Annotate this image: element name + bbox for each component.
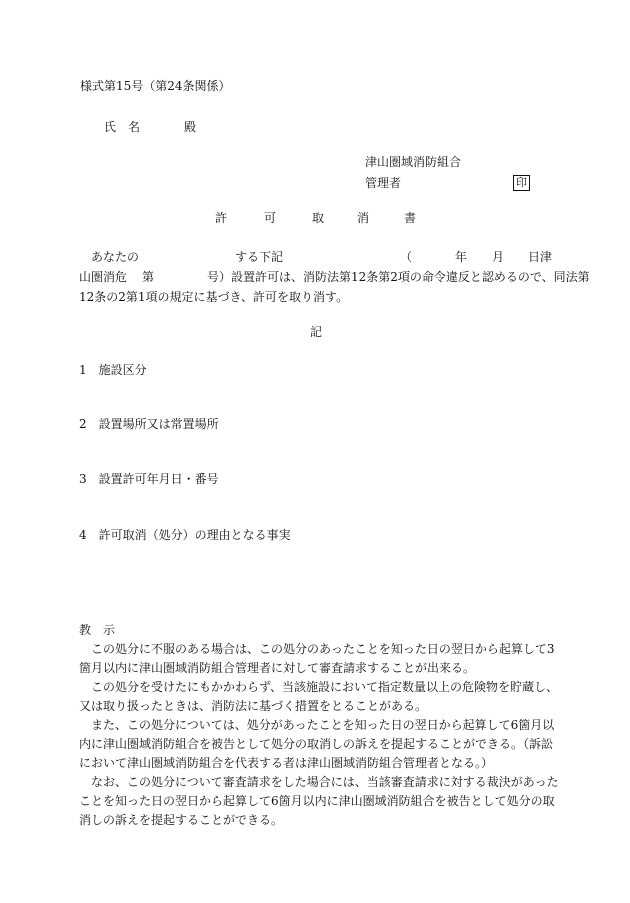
kyouji-line-2: 箇月以内に津山圏域消防組合管理者に対して審査請求することが出来る。 [79,661,476,675]
issuer-organization: 津山圏域消防組合 [365,155,462,169]
kyouji-line-7: において津山圏域消防組合を代表する者は津山圏域消防組合管理者となる。） [79,756,494,770]
body-l1-a: あなたの [91,250,140,264]
body-l2-c: 号）設置許可は、消防法第12条第2項の命令違反と認めるので、同法第 [207,270,590,284]
kyouji-line-9: ことを知った日の翌日から起算して6箇月以内に津山圏域消防組合を被告として処分の取 [79,794,555,808]
item-4: 4 許可取消（処分）の理由となる事実 [79,528,291,542]
kyouji-line-8: なお、この処分について審査請求をした場合には、当該審査請求に対する裁決があった [91,775,559,789]
seal-mark [513,175,530,191]
title-char-5: 書 [404,211,417,225]
kyouji-heading: 教 示 [79,623,116,637]
form-number: 様式第15号（第24条関係） [80,79,231,93]
title-char-4: 消 [357,211,370,225]
item-3: 3 設置許可年月日・番号 [79,472,219,486]
body-l1-c: （ [400,250,413,264]
body-l2-a: 山圏消危 [79,270,128,284]
item-2: 2 設置場所又は常置場所 [79,417,219,431]
body-l1-d: 年 [455,250,468,264]
ki-heading: 記 [310,325,323,339]
body-l3: 12条の2第1項の規定に基づき、許可を取り消す。 [79,290,349,304]
body-l1-b: する下記 [235,250,284,264]
title-char-2: 可 [264,211,277,225]
body-l1-f: 日津 [528,250,553,264]
kyouji-line-1: この処分に不服のある場合は、この処分のあったことを知った日の翌日から起算して3 [91,642,555,656]
seal-text: 印 [513,175,530,191]
item-1: 1 施設区分 [79,363,147,377]
kyouji-line-6: 内に津山圏域消防組合を被告として処分の取消しの訴えを提起することができる。（訴訟 [79,737,554,751]
body-l1-e: 月 [492,250,505,264]
kyouji-line-5: また、この処分については、処分があったことを知った日の翌日から起算して6箇月以 [91,718,555,732]
kyouji-line-3: この処分を受けたにもかかわらず、当該施設において指定数量以上の危険物を貯蔵し、 [91,680,559,694]
body-l2-b: 第 [142,270,155,284]
issuer-manager-label: 管理者 [365,176,402,190]
title-char-3: 取 [312,211,325,225]
kyouji-line-4: 又は取り扱ったときは、消防法に基づく措置をとることがある。 [79,699,428,713]
addressee-name-label: 氏 名 [104,120,141,134]
title-char-1: 許 [215,211,228,225]
kyouji-line-10: 消しの訴えを提起することができる。 [79,813,284,827]
addressee-honorific: 殿 [184,120,197,134]
